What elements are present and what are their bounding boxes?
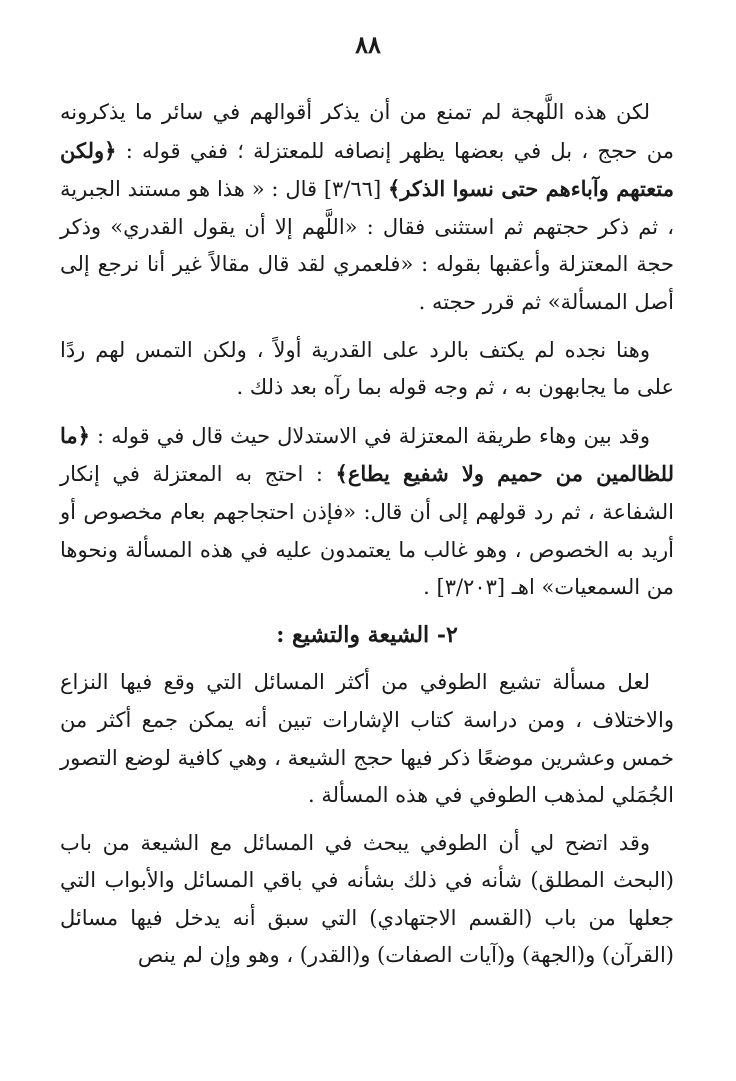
paragraph: [60, 94, 674, 322]
section-heading: ٢- الشيعة والتشيع :: [276, 621, 458, 648]
text-segment: وهنا نجده لم يكتف بالرد على القدرية أولاً ، ولكن التمس لهم ردًا على ما يجابهون به ، ثم وجه قوله بما رآه بعد ذلك .: [60, 337, 674, 400]
paragraph: [60, 417, 674, 607]
body-text: [60, 94, 674, 985]
text-segment: وقد بين وهاء طريقة المعتزلة في الاستدلال حيث قال في قوله :: [89, 423, 650, 448]
text-segment: لعل مسألة تشيع الطوفي من أكثر المسائل التي وقع فيها النزاع والاختلاف ، ومن دراسة كتاب الإشارات تبين أنه يمكن جمع أكثر من خمس وعشرين موضعًا ذكر فيها حجج الشيعة ، وهي كافية لوضع التصور الجُمَلي لمذهب الطوفي في هذه المسألة .: [60, 670, 674, 808]
quran-quote: ﴿ولكن متعتهم وآباءهم حتى نسوا الذكر﴾: [60, 137, 675, 202]
text-segment: لكن هذه اللَّهجة لم تمنع من أن يذكر أقوالهم في سائر ما يذكرونه من حجج ، بل في بعضها يظهر إنصافه للمعتزلة ؛ ففي قوله :: [60, 100, 674, 163]
paragraph: [60, 664, 674, 814]
text-segment: وقد اتضح لي أن الطوفي يبحث في المسائل مع الشيعة من باب (البحث المطلق) شأنه في ذلك بشأنه في باقي المسائل والأبواب التي جعلها من باب (القسم الاجتهادي) التي سبق أنه يدخل فيها مسائل (القرآن) و(الجهة) و(آيات الصفات) و(القدر) ، وهو وإن لم ينص: [60, 830, 674, 968]
paragraph: [60, 825, 674, 975]
quran-quote: ﴿ما للظالمين من حميم ولا شفيع يطاع﴾: [60, 422, 675, 487]
text-segment: : احتج به المعتزلة في إنكار الشفاعة ، ثم رد قولهم إلى أن قال: «فإذن احتجاجهم بعام مخصوص أو أريد به الخصوص ، وهو غالب ما يعتمدون عليه في هذه المسألة ونحوها من السمعيات» اهـ [٣/٢٠٣] .: [60, 462, 674, 600]
paragraph: [60, 332, 674, 407]
text-segment: [٣/٦٦] قال : « هذا هو مستند الجبرية ، ثم ذكر حجتهم ثم استثنى فقال : «اللَّهم إلا أن يقول القدري» وذكر حجة المعتزلة وأعقبها بقوله : «فلعمري لقد قال مقالاً غير أنا نرجع إلى أصل المسألة» ثم قرر حجته .: [60, 177, 674, 314]
page-number: ٨٨: [355, 30, 381, 59]
